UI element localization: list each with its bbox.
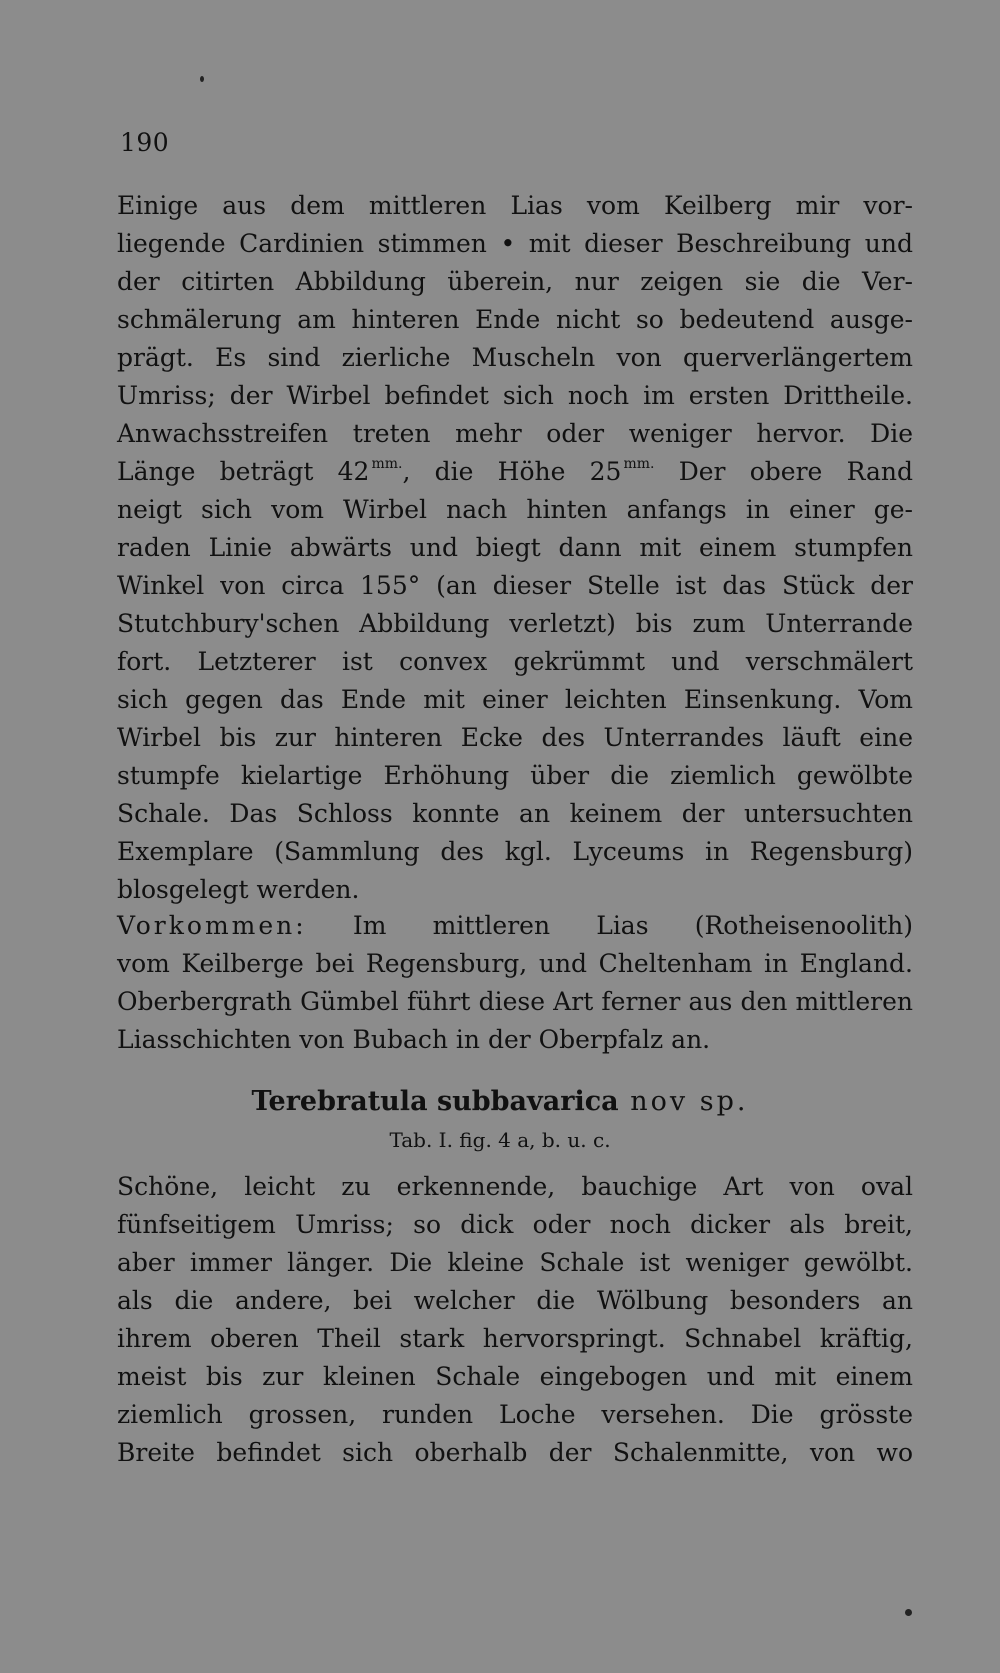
speck — [200, 76, 204, 82]
text-line: Stutchbury'schen Abbildung verletzt) bis zum Unterrande — [117, 609, 913, 638]
text-fragment: Im mittleren Lias (Rotheisenoolith) — [306, 911, 913, 940]
text-line: sich gegen das Ende mit einer leichten Einsenkung. Vom — [117, 685, 913, 714]
text-line: der citirten Abbildung überein, nur zeigen sie die Ver- — [117, 267, 913, 296]
species-name: Terebratula subbavarica — [251, 1086, 619, 1117]
text-fragment: Länge beträgt 42 — [117, 457, 370, 486]
text-line: ihrem oberen Theil stark hervorspringt. Schnabel kräftig, — [117, 1324, 913, 1353]
text-line-dimensions — [117, 453, 913, 491]
occurrence-label: Vorkommen: — [117, 911, 307, 940]
paragraph-occurrence — [117, 907, 913, 1059]
text-line: meist bis zur kleinen Schale eingebogen und mit einem — [117, 1362, 913, 1391]
text-fragment: Der obere Rand — [654, 457, 913, 486]
paragraph-1 — [117, 187, 913, 909]
speck — [905, 1609, 912, 1616]
text-line: raden Linie abwärts und biegt dann mit einem stumpfen — [117, 533, 913, 562]
text-line: fünfseitigem Umriss; so dick oder noch dicker als breit, — [117, 1210, 913, 1239]
text-line: Liasschichten von Bubach in der Oberpfalz an. — [117, 1025, 711, 1054]
unit-superscript: mm. — [371, 456, 403, 472]
text-line: als die andere, bei welcher die Wölbung besonders an — [117, 1286, 913, 1315]
text-line: Schöne, leicht zu erkennende, bauchige Art von oval — [117, 1172, 913, 1201]
plate-reference: Tab. I. fig. 4 a, b. u. c. — [389, 1128, 611, 1152]
page-number: 190 — [120, 128, 170, 157]
text-line: Anwachsstreifen treten mehr oder weniger hervor. Die — [117, 419, 913, 448]
unit-superscript: mm. — [623, 456, 655, 472]
text-line: Breite befindet sich oberhalb der Schalenmitte, von wo — [117, 1438, 913, 1467]
paragraph-description — [117, 1168, 913, 1472]
text-line: ziemlich grossen, runden Loche versehen. Die grösste — [117, 1400, 913, 1429]
text-line: vom Keilberge bei Regensburg, und Cheltenham in England. — [117, 949, 913, 978]
text-line: Winkel von circa 155° (an dieser Stelle ist das Stück der — [117, 571, 913, 600]
species-heading — [0, 1083, 1000, 1121]
text-line — [117, 907, 913, 945]
text-line: Oberbergrath Gümbel führt diese Art ferner aus den mittleren — [117, 987, 913, 1016]
text-line: stumpfe kielartige Erhöhung über die ziemlich gewölbte — [117, 761, 913, 790]
text-line: prägt. Es sind zierliche Muscheln von querverlängertem — [117, 343, 913, 372]
text-line: liegende Cardinien stimmen • mit dieser Beschreibung und — [117, 229, 913, 258]
text-line: blosgelegt werden. — [117, 875, 360, 904]
text-line: Schale. Das Schloss konnte an keinem der untersuchten — [117, 799, 913, 828]
species-suffix: nov sp. — [618, 1086, 749, 1117]
text-line: Einige aus dem mittleren Lias vom Keilberg mir vor- — [117, 191, 913, 220]
text-fragment: , die Höhe 25 — [402, 457, 622, 486]
text-line: Wirbel bis zur hinteren Ecke des Unterrandes läuft eine — [117, 723, 913, 752]
text-line: fort. Letzterer ist convex gekrümmt und verschmälert — [117, 647, 913, 676]
text-line: aber immer länger. Die kleine Schale ist weniger gewölbt. — [117, 1248, 913, 1277]
text-line: Umriss; der Wirbel befindet sich noch im ersten Drittheile. — [117, 381, 913, 410]
text-line: Exemplare (Sammlung des kgl. Lyceums in Regensburg) — [117, 837, 913, 866]
text-line: neigt sich vom Wirbel nach hinten anfangs in einer ge- — [117, 495, 913, 524]
text-line: schmälerung am hinteren Ende nicht so bedeutend ausge- — [117, 305, 913, 334]
